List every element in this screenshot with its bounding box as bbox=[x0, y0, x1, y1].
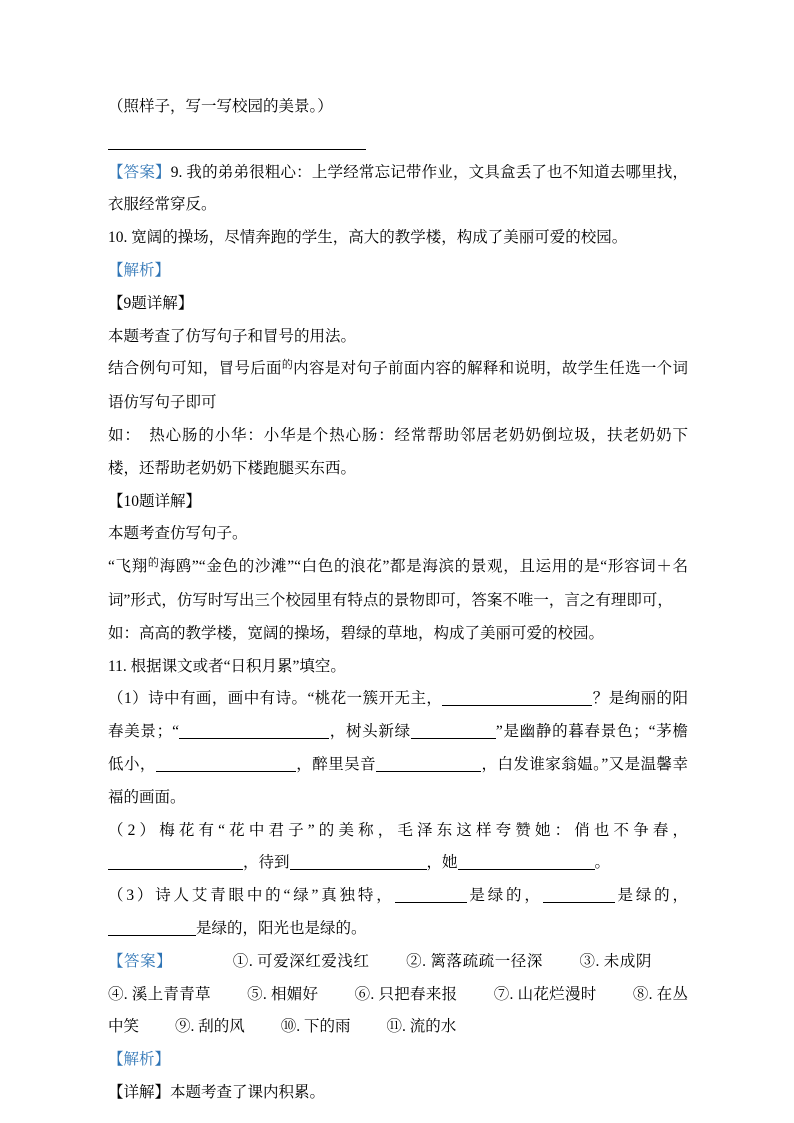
text-run: 是绿的， bbox=[614, 887, 688, 905]
text-run: ⑦. 山花烂漫时 bbox=[493, 985, 597, 1003]
text-run: ⑪. 流的水 bbox=[386, 1018, 457, 1036]
fill-in-blank bbox=[543, 887, 615, 904]
tab-gap bbox=[652, 965, 688, 966]
tab-gap bbox=[245, 1030, 281, 1031]
analysis-paragraph bbox=[108, 518, 688, 551]
section-label: 【解析】 bbox=[108, 261, 171, 279]
text-run: （1）诗中有画，画中有诗。“桃花一簇开无主， bbox=[108, 690, 443, 708]
text-run: （3）诗人艾青眼中的“绿”真独特， bbox=[108, 887, 395, 905]
tab-gap bbox=[318, 998, 354, 999]
tab-gap bbox=[139, 1030, 175, 1031]
tab-gap bbox=[543, 965, 579, 966]
text-run: （2）梅花有“花中君子”的美称，毛泽东这样夸赞她：俏也不争春， bbox=[108, 821, 688, 839]
fill-in-blank bbox=[411, 723, 496, 740]
tab-gap bbox=[351, 1030, 387, 1031]
text-run: 。 bbox=[594, 854, 611, 872]
fill-in-blank bbox=[376, 755, 481, 772]
fill-in-blank bbox=[156, 755, 296, 772]
tab-gap bbox=[597, 998, 633, 999]
detail-heading bbox=[108, 288, 688, 321]
analysis-paragraph bbox=[108, 420, 688, 486]
text-run: ，树头新绿 bbox=[329, 723, 411, 741]
analysis-paragraph bbox=[108, 1077, 688, 1110]
blank-answer-line bbox=[108, 124, 688, 157]
text-run: 结合例句可知，冒号后面 bbox=[108, 360, 282, 378]
analysis-paragraph bbox=[108, 618, 688, 651]
text-run: 【详解】本题考查了课内积累。 bbox=[108, 1083, 326, 1101]
document-content bbox=[108, 91, 688, 1110]
text-run: 10. 宽阔的操场，尽情奔跑的学生，高大的教学楼，构成了美丽可爱的校园。 bbox=[108, 229, 628, 247]
fill-in-blank bbox=[290, 854, 427, 871]
section-label: 【答案】 bbox=[108, 952, 173, 970]
text-run: ”是幽静的暮春景色；“茅檐低小， bbox=[108, 723, 688, 773]
text-run: ，待到 bbox=[243, 854, 290, 872]
analysis-heading bbox=[108, 1044, 688, 1077]
analysis-paragraph bbox=[108, 551, 688, 618]
question-11-part-1 bbox=[108, 683, 688, 814]
text-run: ⑨. 刮的风 bbox=[175, 1018, 245, 1036]
text-run: ？是绚丽的阳春美景；“ bbox=[108, 690, 688, 741]
answer-paragraph bbox=[108, 946, 688, 1044]
text-run: 本题考查了仿写句子和冒号的用法。 bbox=[108, 327, 357, 345]
text-run: ，白发谁家翁媪。”又是温馨幸福的画面。 bbox=[108, 755, 688, 806]
tab-gap bbox=[172, 965, 232, 966]
text-run: ，她 bbox=[426, 854, 458, 872]
question-11-part-3 bbox=[108, 880, 688, 946]
answer-paragraph bbox=[108, 222, 688, 255]
text-run: 内容是对句子前面内容的解释和说明，故学生任选一个词语仿写句子即可 bbox=[108, 360, 688, 412]
text-run: 9. 我的弟弟很粗心：上学经常忘记带作业，文具盒丢了也不知道去哪里找，衣服经常穿反。 bbox=[108, 163, 688, 214]
text-run: ⑩. 下的雨 bbox=[280, 1018, 351, 1036]
question-prompt bbox=[108, 91, 688, 124]
analysis-heading bbox=[108, 255, 688, 288]
text-run: 如：高高的教学楼，宽阔的操场，碧绿的草地，构成了美丽可爱的校园。 bbox=[108, 624, 605, 642]
text-run: ③. 未成阴 bbox=[578, 952, 652, 970]
text-run: ④. 溪上青青草 bbox=[108, 985, 211, 1003]
fill-in-blank bbox=[108, 919, 196, 936]
text-run: 11. 根据课文或者“日积月累”填空。 bbox=[108, 657, 346, 675]
tab-gap bbox=[211, 998, 247, 999]
fill-in-blank bbox=[179, 723, 329, 740]
section-label: 【答案】 bbox=[108, 163, 171, 181]
superscript-text: 的 bbox=[147, 557, 160, 570]
text-run: ⑥. 只把春来报 bbox=[354, 985, 458, 1003]
text-run: 如： 热心肠的小华：小华是个热心肠：经常帮助邻居老奶奶倒垃圾，扶老奶奶下楼，还帮助老奶奶下楼跑腿买东西。 bbox=[108, 426, 688, 477]
fill-in-blank bbox=[395, 887, 467, 904]
text-run: “飞翔 bbox=[108, 558, 148, 576]
fill-in-blank bbox=[458, 854, 595, 871]
fill-in-blank bbox=[108, 854, 243, 871]
detail-heading bbox=[108, 486, 688, 519]
text-run: 【9题详解】 bbox=[108, 294, 194, 312]
text-run: ，醉里吴音 bbox=[295, 755, 377, 773]
text-run: ①. 可爱深红爱浅红 bbox=[232, 952, 370, 970]
section-label: 【解析】 bbox=[108, 1051, 171, 1069]
text-run: 【10题详解】 bbox=[108, 492, 202, 510]
fill-in-blank bbox=[108, 133, 366, 150]
superscript-text: 的 bbox=[281, 359, 294, 372]
text-run: ⑤. 相媚好 bbox=[246, 985, 319, 1003]
analysis-paragraph bbox=[108, 321, 688, 354]
analysis-paragraph bbox=[108, 353, 688, 420]
tab-gap bbox=[457, 998, 493, 999]
text-run: 是绿的，阳光也是绿的。 bbox=[196, 919, 367, 937]
question-11-heading bbox=[108, 651, 688, 684]
fill-in-blank bbox=[442, 690, 592, 707]
text-run: 海鸥”“金色的沙滩”“白色的浪花”都是海滨的景观，且运用的是“形容词＋名词”形式，仿写时写出三个校园里有特点的景物即可，答案不唯一，言之有理即可， bbox=[108, 558, 689, 609]
tab-gap bbox=[370, 965, 406, 966]
text-run: （照样子，写一写校园的美景。） bbox=[108, 98, 333, 115]
text-run: ②. 篱落疏疏一径深 bbox=[405, 952, 543, 970]
text-run: 本题考查仿写句子。 bbox=[108, 525, 248, 543]
question-11-part-2 bbox=[108, 815, 688, 881]
answer-paragraph bbox=[108, 157, 688, 223]
text-run: 是绿的， bbox=[466, 887, 543, 905]
text-run: ⑧. 在丛中笑 bbox=[108, 985, 688, 1036]
